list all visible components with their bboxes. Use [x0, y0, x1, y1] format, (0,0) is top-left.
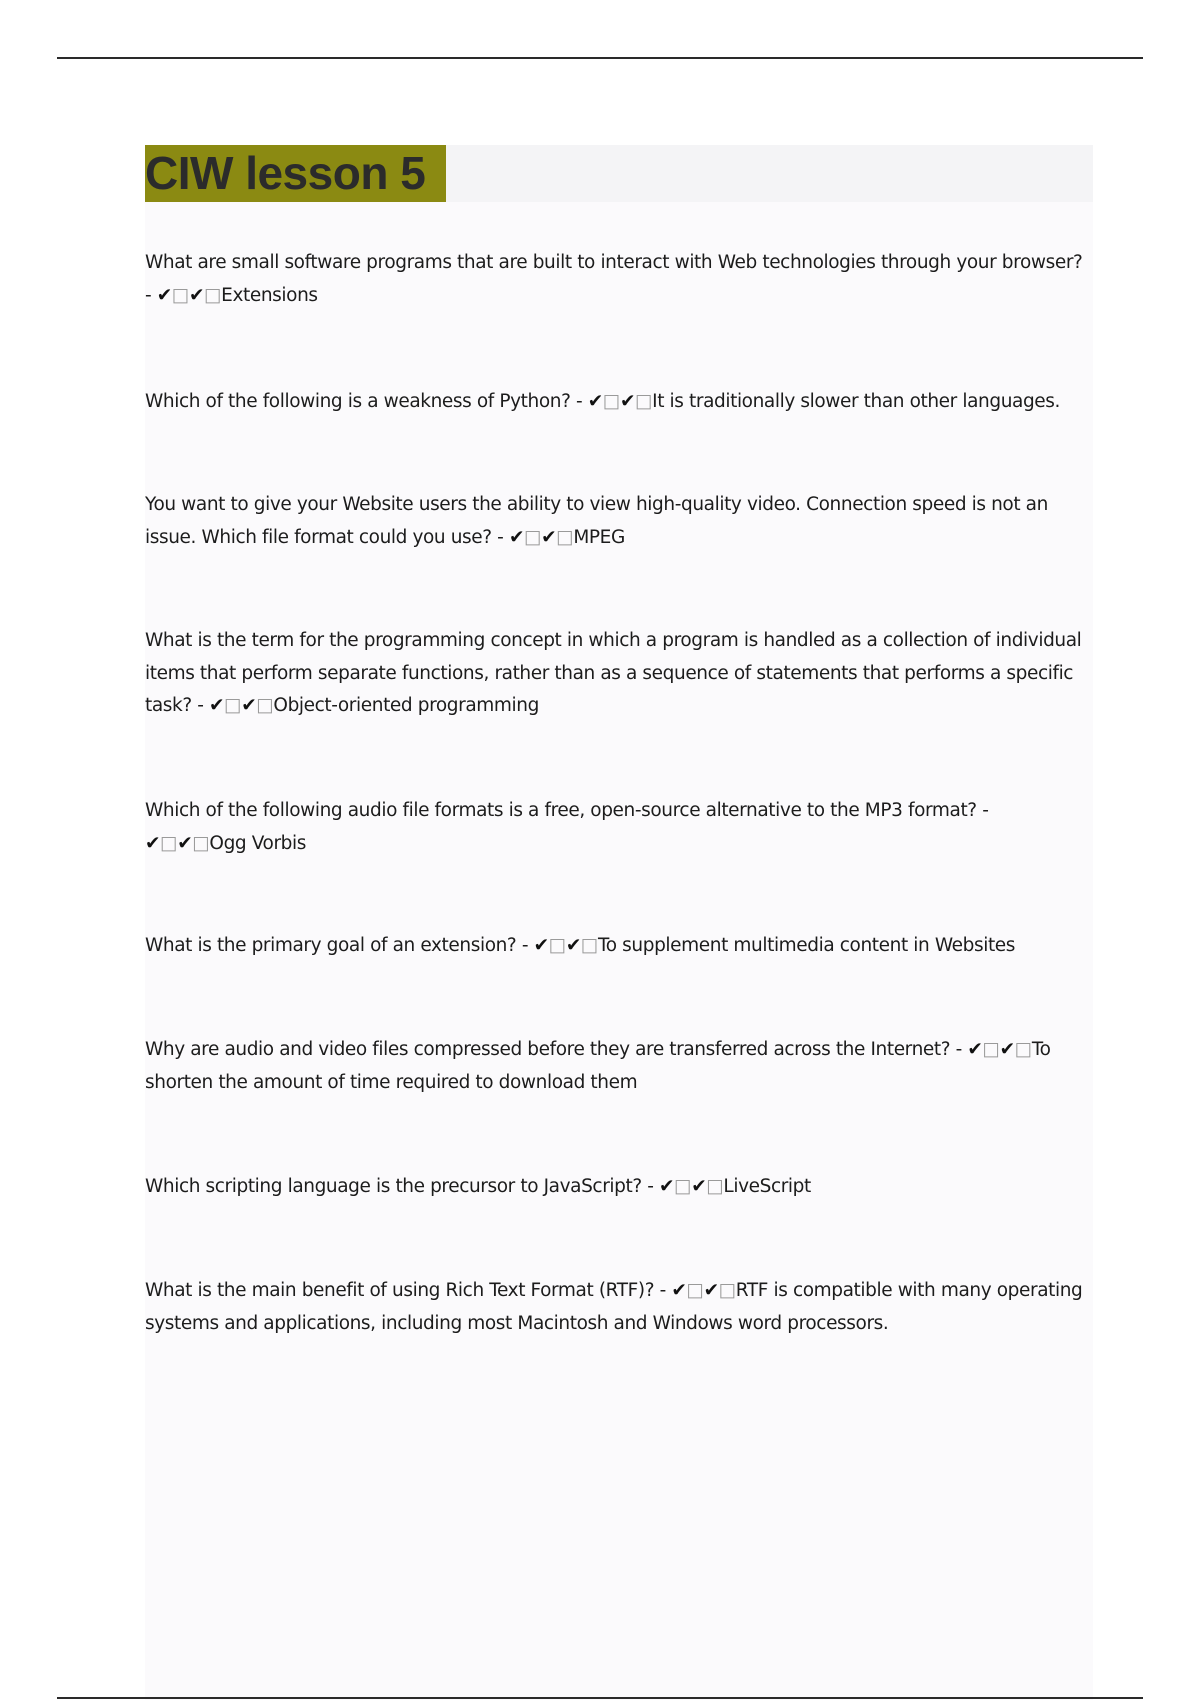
question-text: Which of the following audio file formats is a free, open-source alternative to the MP3 format? — [145, 800, 977, 821]
box-icon: □ — [171, 284, 189, 306]
qa-item-2 — [145, 386, 1093, 419]
question-text: What are small software programs that are built to interact with Web technologies through your browser? — [145, 252, 1083, 273]
answer-text: MPEG — [573, 526, 625, 548]
box-icon: □ — [256, 695, 274, 716]
box-icon: □ — [635, 391, 653, 412]
check-icon: ✔ — [565, 935, 581, 956]
separator: - — [950, 1039, 968, 1060]
separator: - — [976, 800, 989, 821]
question-text: Why are audio and video files compressed before they are transferred across the Internet? — [145, 1039, 951, 1060]
qa-item-5 — [145, 795, 1093, 860]
check-icon: ✔ — [508, 526, 525, 548]
separator: - — [516, 935, 534, 956]
question-text: What is the primary goal of an extension? — [145, 935, 517, 956]
check-icon: ✔ — [671, 1280, 687, 1301]
answer-text: Ogg Vorbis — [209, 832, 307, 854]
separator: - — [641, 1176, 660, 1197]
top-rule — [57, 57, 1143, 59]
qa-item-8 — [145, 1171, 1093, 1204]
answer-text: Extensions — [221, 284, 318, 306]
box-icon: □ — [602, 391, 620, 412]
check-icon: ✔ — [188, 284, 205, 306]
separator: - — [654, 1280, 672, 1301]
box-icon: □ — [224, 695, 242, 716]
qa-item-6 — [145, 930, 1093, 963]
box-icon: □ — [580, 935, 599, 956]
check-icon: ✔ — [659, 1176, 675, 1197]
check-icon: ✔ — [999, 1039, 1015, 1060]
box-icon: □ — [686, 1280, 704, 1301]
page-content-area — [145, 145, 1093, 1700]
check-icon: ✔ — [703, 1280, 719, 1301]
box-icon: □ — [674, 1176, 692, 1197]
box-icon: □ — [706, 1176, 724, 1197]
qa-item-3 — [145, 489, 1093, 554]
check-icon: ✔ — [967, 1039, 983, 1060]
qa-item-4 — [145, 625, 1093, 723]
bottom-rule — [57, 1697, 1143, 1699]
qa-item-9 — [145, 1275, 1093, 1340]
document-title: CIW lesson 5 — [145, 145, 446, 202]
answer-text: It is traditionally slower than other languages. — [652, 391, 1061, 412]
question-text: Which scripting language is the precursor to JavaScript? — [145, 1176, 642, 1197]
check-icon: ✔ — [145, 832, 161, 854]
box-icon: □ — [1014, 1039, 1032, 1060]
check-icon: ✔ — [541, 526, 557, 548]
qa-item-1 — [145, 247, 1093, 312]
check-icon: ✔ — [619, 391, 636, 412]
box-icon: □ — [556, 526, 574, 548]
box-icon: □ — [204, 284, 222, 306]
question-text: What is the term for the programming concept in which a program is handled as a collection of individual items that perform separate functions, rather than as a sequence of statements that performs a specific task? — [145, 630, 1082, 716]
box-icon: □ — [524, 526, 542, 548]
check-icon: ✔ — [533, 935, 549, 956]
box-icon: □ — [718, 1280, 736, 1301]
check-icon: ✔ — [209, 695, 225, 716]
check-icon: ✔ — [587, 391, 603, 412]
separator: - — [145, 284, 157, 306]
answer-text: Object-oriented programming — [273, 695, 539, 716]
question-text: What is the main benefit of using Rich Text Format (RTF)? — [145, 1280, 655, 1301]
separator: - — [191, 695, 210, 716]
answer-text: To shorten the amount of time required to download them — [145, 1039, 1051, 1093]
check-icon: ✔ — [156, 284, 172, 306]
box-icon: □ — [192, 832, 210, 854]
answer-text: RTF is compatible with many operating systems and applications, including most Macintosh and Windows word processors. — [145, 1280, 1083, 1334]
box-icon: □ — [160, 832, 178, 854]
qa-item-7 — [145, 1034, 1093, 1099]
question-text: You want to give your Website users the ability to view high-quality video. Connection speed is not an issue. Which file format could you use? — [145, 494, 1048, 548]
check-icon: ✔ — [241, 695, 257, 716]
check-icon: ✔ — [691, 1176, 707, 1197]
answer-text: LiveScript — [723, 1176, 811, 1197]
box-icon: □ — [982, 1039, 1000, 1060]
answer-text: To supplement multimedia content in Websites — [598, 935, 1016, 956]
check-icon: ✔ — [177, 832, 193, 854]
question-text: Which of the following is a weakness of Python? — [145, 391, 571, 412]
separator: - — [570, 391, 588, 412]
box-icon: □ — [548, 935, 566, 956]
separator: - — [491, 526, 509, 548]
